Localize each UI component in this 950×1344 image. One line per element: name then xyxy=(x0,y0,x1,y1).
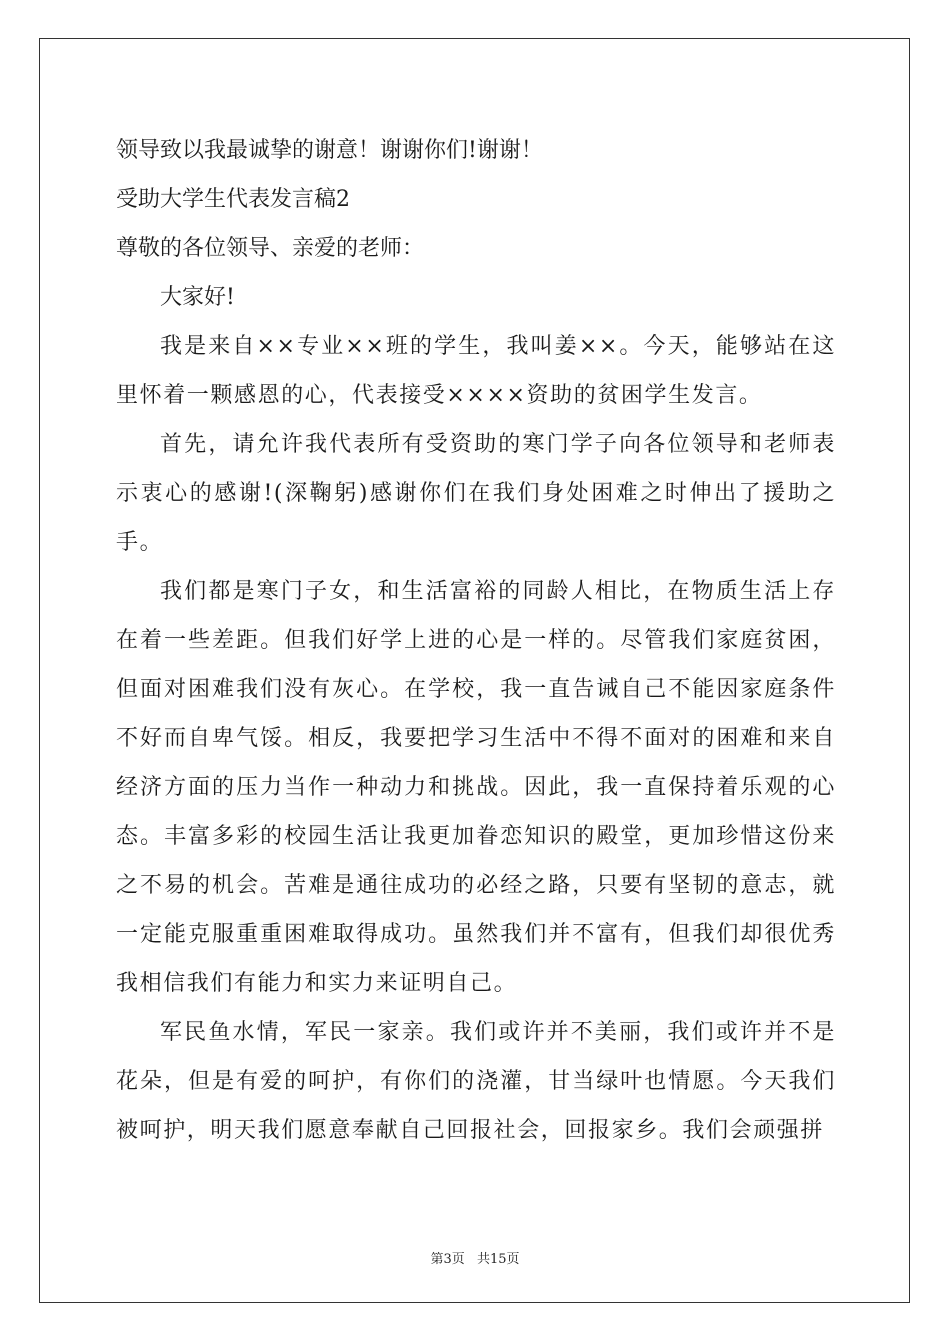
salutation: 尊敬的各位领导、亲爱的老师： xyxy=(116,236,425,261)
page-total: 共15页 xyxy=(476,1252,520,1267)
paragraph-3: 我们都是寒门子女，和生活富裕的同龄人相比，在物质生活上存在着一些差距。但我们好学上进的心是一样的。尽管我们家庭贫困，但面对困难我们没有灰心。在学校，我一直告诫自己不能因家庭条件不好而自卑气馁。相反，我要把学习生活中不得不面对的困难和来自经济方面的压力当作一种动力和挑战。因此，我一直保持着乐观的心态。丰富多彩的校园生活让我更加眷恋知识的殿堂，更加珍惜这份来之不易的机会。苦难是通往成功的必经之路，只要有坚韧的意志，就一定能克服重重困难取得成功。虽然我们并不富有，但我们却很优秀我相信我们有能力和实力来证明自己。 xyxy=(116,579,836,996)
paragraph-2: 首先，请允许我代表所有受资助的寒门学子向各位领导和老师表示衷心的感谢!(深鞠躬)感谢你们在我们身处困难之时伸出了援助之手。 xyxy=(116,432,836,555)
page-number: 第3页 xyxy=(430,1252,465,1267)
document-title: 受助大学生代表发言稿2 xyxy=(116,187,350,212)
closing-line: 领导致以我最诚挚的谢意！谢谢你们!谢谢！ xyxy=(116,138,543,163)
paragraph-4: 军民鱼水情，军民一家亲。我们或许并不美丽，我们或许并不是花朵，但是有爱的呵护，有你们的浇灌，甘当绿叶也情愿。今天我们被呵护，明天我们愿意奉献自己回报社会，回报家乡。我们会顽强拼 xyxy=(116,1020,836,1143)
paragraph-1: 我是来自××专业××班的学生，我叫姜××。今天，能够站在这里怀着一颗感恩的心，代表接受××××资助的贫困学生发言。 xyxy=(116,334,836,408)
greeting: 大家好! xyxy=(160,285,235,310)
page-footer xyxy=(0,1248,950,1267)
document-body xyxy=(116,126,836,1155)
